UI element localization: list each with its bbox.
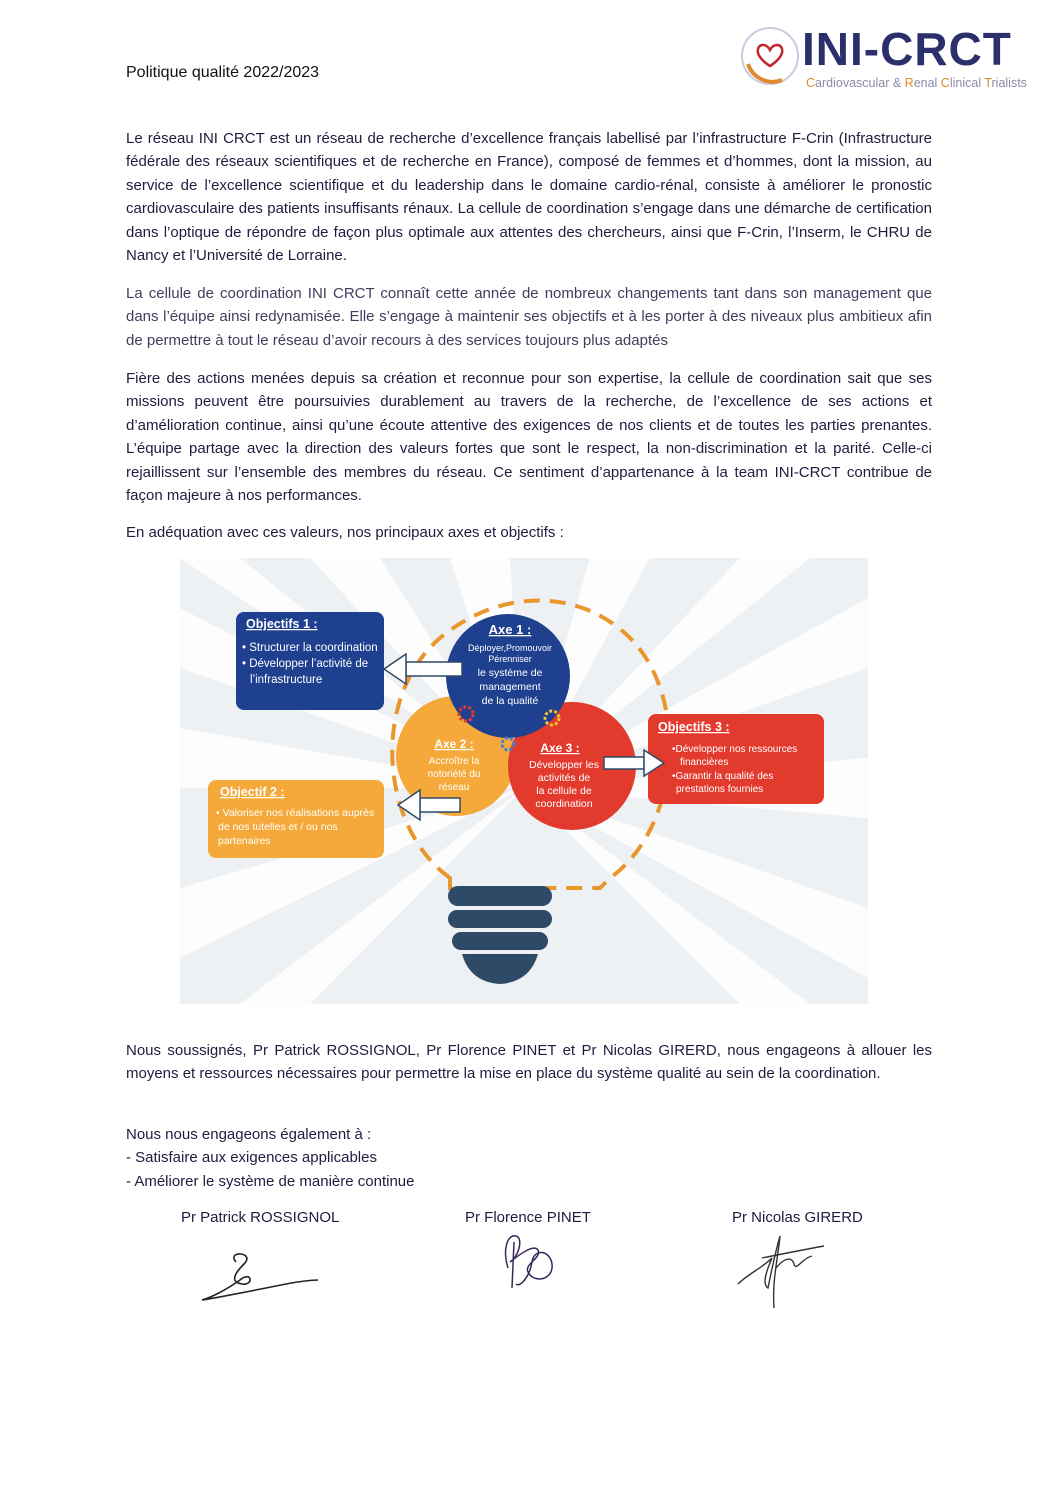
objective-3-bullet-2: financières [680,757,729,768]
objective-3-title: Objectifs 3 : [658,720,730,734]
axe-1-line-2: Pérenniser [488,654,532,664]
ini-crct-logo [738,18,1038,98]
signature-pinet [494,1228,564,1294]
objective-2-bullet-2: de nos tutelles et / ou nos [218,821,338,833]
axe-3-line-3: la cellule de [536,785,592,797]
objective-2-title: Objectif 2 : [220,785,285,799]
axe-3-line-1: Développer les [528,759,600,771]
signatory-name-pinet: Pr Florence PINET [465,1209,591,1226]
commitments-list [126,1123,414,1193]
signatory-name-girerd: Pr Nicolas GIRERD [732,1209,863,1226]
logo-wordmark: INI-CRCT [802,23,1012,75]
signature-girerd [732,1228,832,1312]
intro-paragraph: Le réseau INI CRCT est un réseau de recherche d’excellence français labellisé par l’infrastructure F-Crin (Infrastructure fédérale des réseaux scientifiques et de recherche en France), composé de femmes et d’hommes, dont la mission, au service de l’excellence scientifique et du leadership dans le domaine cardio-rénal, consiste à améliorer le pronostic cardiovasculaire des patients insuffisants rénaux. La cellule de coordination s’engage dans une démarche de certification dans l’optique de répondre de façon plus optimale aux attentes des chercheurs, ainsi que F-Crin, l’Inserm, le CHRU de Nancy et l’Université de Lorraine. [126,130,932,265]
objective-3-bullet-1: •Développer nos ressources [672,744,798,755]
axe-1-line-1: Déployer,Promouvoir [467,643,553,653]
axe-2-line-1: Accroître la [428,756,480,767]
objective-3-bullet-4: prestations fournies [676,784,764,795]
objective-1-bullet-1: • Structurer la coordination [242,642,378,654]
page-title: Politique qualité 2022/2023 [126,64,320,81]
changes-paragraph: La cellule de coordination INI CRCT connaît cette année de nombreux changements tant dans son management que dans l’équipe ainsi redynamisée. Elle s’engage à maintenir ses objectifs et à les porter à des niveaux plus ambitieux afin de permettre à tout le réseau d’avoir recours à des services toujours plus adaptés [126,285,932,349]
objective-2-bullet-1: • Valoriser nos réalisations auprès [216,807,375,819]
signatory-name-rossignol: Pr Patrick ROSSIGNOL [181,1209,340,1226]
axe-2-title: Axe 2 : [434,737,474,751]
axe-3-title: Axe 3 : [540,741,580,755]
signatories-paragraph: Nous soussignés, Pr Patrick ROSSIGNOL, Pr Florence PINET et Pr Nicolas GIRERD, nous engageons à allouer les moyens et ressources nécessaires pour permettre la mise en place du système qualité au sein de la coordination. [126,1042,932,1083]
axe-3-line-4: coordination [535,798,593,810]
axe-1-line-3: le système de [477,667,543,679]
list-item: - Satisfaire aux exigences applicables [126,1149,377,1167]
objective-1-bullet-3: l’infrastructure [250,674,323,686]
axe-2-line-2: notoriété du [427,769,481,780]
axe-1-title: Axe 1 : [488,622,532,637]
commitments-intro: Nous nous engageons également à : [126,1126,372,1143]
signature-rossignol [196,1240,326,1310]
values-paragraph: Fière des actions menées depuis sa création et reconnue pour son expertise, la cellule de coordination sait que ses missions peuvent être poursuivies durablement au travers de la recherche, de l’excellence de ses actions et d’amélioration continue, ainsi qu’une écoute attentive des exigences de nos clients et de toutes les parties prenantes. L’équipe partage avec la direction des valeurs fortes que sont le respect, la non-discrimination et la parité. Celle-ci rejaillissent sur l’ensemble des membres du réseau. Ce sentiment d’appartenance à la team INI-CRCT contribue de façon majeure à nos performances. [126,370,932,505]
objective-2-bullet-3: partenaires [218,835,271,847]
axe-3-line-2: activités de [537,772,591,784]
axes-intro: En adéquation avec ces valeurs, nos principaux axes et objectifs : [126,524,564,541]
axe-1-line-5: de la qualité [481,695,539,707]
objective-1-title: Objectifs 1 : [246,617,318,631]
objective-3-bullet-3: •Garantir la qualité des [672,771,774,782]
logo-tagline: Cardiovascular & Renal Clinical Trialists [806,76,1027,90]
list-item: - Améliorer le système de manière continue [126,1172,415,1190]
axe-1-line-4: management [479,681,541,693]
axe-2-line-3: réseau [438,782,470,793]
quality-axes-diagram [180,558,868,1004]
objective-1-bullet-2: • Développer l’activité de [242,658,369,670]
heart-logo-icon [738,20,802,90]
